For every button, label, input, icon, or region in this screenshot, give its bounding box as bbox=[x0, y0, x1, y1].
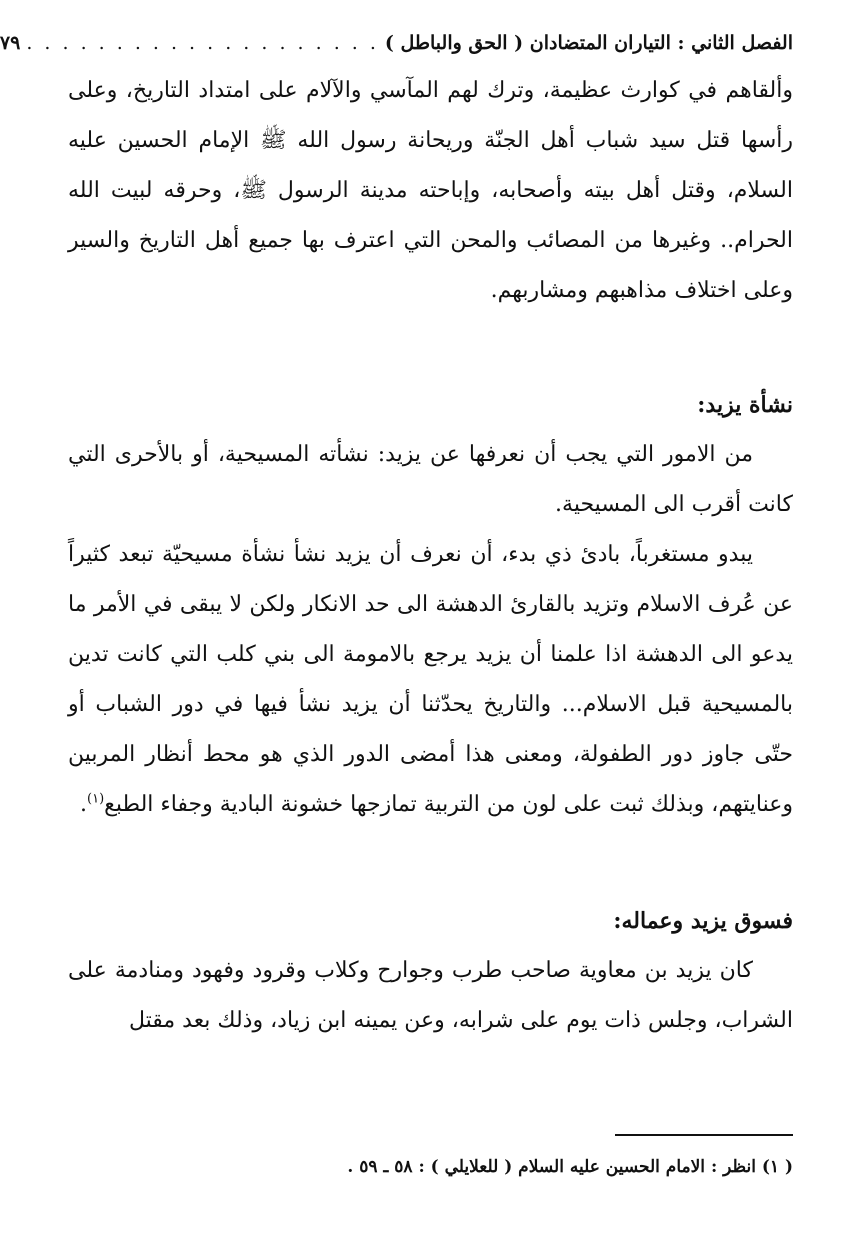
footnote-divider bbox=[615, 1134, 793, 1136]
running-header bbox=[0, 32, 793, 62]
section-heading-yazid-upbringing: نشأة يزيد: bbox=[697, 392, 793, 418]
paragraph-upbringing-2: يبدو مستغرباً، بادئ ذي بدء، أن نعرف أن يزيد نشأ نشأة مسيحيّة تبعد كثيراً عن عُرف الاسلام وتزيد بالقارئ الدهشة الى حد الانكار ولكن لا يبقى في الأمر ما يدعو الى الدهشة اذا علمنا أن يزيد يرجع بالامومة الى بني كلب التي كانت تدين بالمسيحية قبل الاسلام... والتاريخ يحدّثنا أن يزيد نشأ فيها في دور الشباب أو حتّى جاوز دور الطفولة، ومعنى هذا أمضى الدور الذي هو محط أنظار المربين وعنايتهم، وبذلك ثبت على لون من التربية تمازجها خشونة البادية وجفاء الطبع$^{(١)}$. bbox=[68, 542, 793, 817]
paragraph-debauchery-1: كان يزيد بن معاوية صاحب طرب وجوارح وكلاب وقرود وفهود ومنادمة على الشراب، وجلس ذات يوم على شرابه، وعن يمينه ابن زياد، وذلك بعد مقتل bbox=[68, 958, 793, 1033]
footnote: ( ١) انظر : الامام الحسين عليه السلام ( للعلايلي ) : ٥٨ ـ ٥٩ . bbox=[347, 1157, 793, 1177]
page-number: ٧٩ bbox=[0, 32, 21, 54]
body-text bbox=[68, 66, 793, 1046]
intro-paragraph: وألقاهم في كوارث عظيمة، وترك لهم المآسي والآلام على امتداد التاريخ، وعلى رأسها قتل سيد شباب أهل الجنّة وريحانة رسول الله ﷺ الإمام الحسين عليه السلام، وقتل أهل بيته وأصحابه، وإباحته مدينة الرسول ﷺ، وحرقه لبيت الله الحرام.. وغيرها من المصائب والمحن التي اعترف بها جميع أهل التاريخ والسير وعلى اختلاف مذاهبهم ومشاربهم. bbox=[68, 78, 793, 303]
section-gap bbox=[68, 316, 793, 380]
footnote-marker[interactable]: (١) bbox=[87, 791, 105, 807]
paragraph-upbringing-1: من الامور التي يجب أن نعرفها عن يزيد: نشأته المسيحية، أو بالأحرى التي كانت أقرب الى المسيحية. bbox=[68, 442, 793, 517]
chapter-title: الفصل الثاني : التياران المتضادان ( الحق والباطل ) bbox=[384, 32, 793, 54]
dot-leader: . . . . . . . . . . . . . . . . . . . . bbox=[26, 32, 379, 54]
paragraph-upbringing-2-text: يبدو مستغرباً، بادئ ذي بدء، أن نعرف أن يزيد نشأ نشأة مسيحيّة تبعد كثيراً عن عُرف الاسلام وتزيد بالقارئ الدهشة الى حد الانكار ولكن لا يبقى في الأمر ما يدعو الى الدهشة اذا علمنا أن يزيد يرجع بالامومة الى بني كلب التي كانت تدين بالمسيحية قبل الاسلام... والتاريخ يحدّثنا أن يزيد نشأ فيها في دور الشباب أو حتّى جاوز دور الطفولة، ومعنى هذا أمضى الدور الذي هو محط أنظار المربين وعنايتهم، وبذلك ثبت على لون من التربية تمازجها خشونة البادية وجفاء الطبع bbox=[68, 542, 793, 817]
section-gap bbox=[68, 830, 793, 896]
section-heading-yazid-debauchery: فسوق يزيد وعماله: bbox=[613, 908, 793, 934]
